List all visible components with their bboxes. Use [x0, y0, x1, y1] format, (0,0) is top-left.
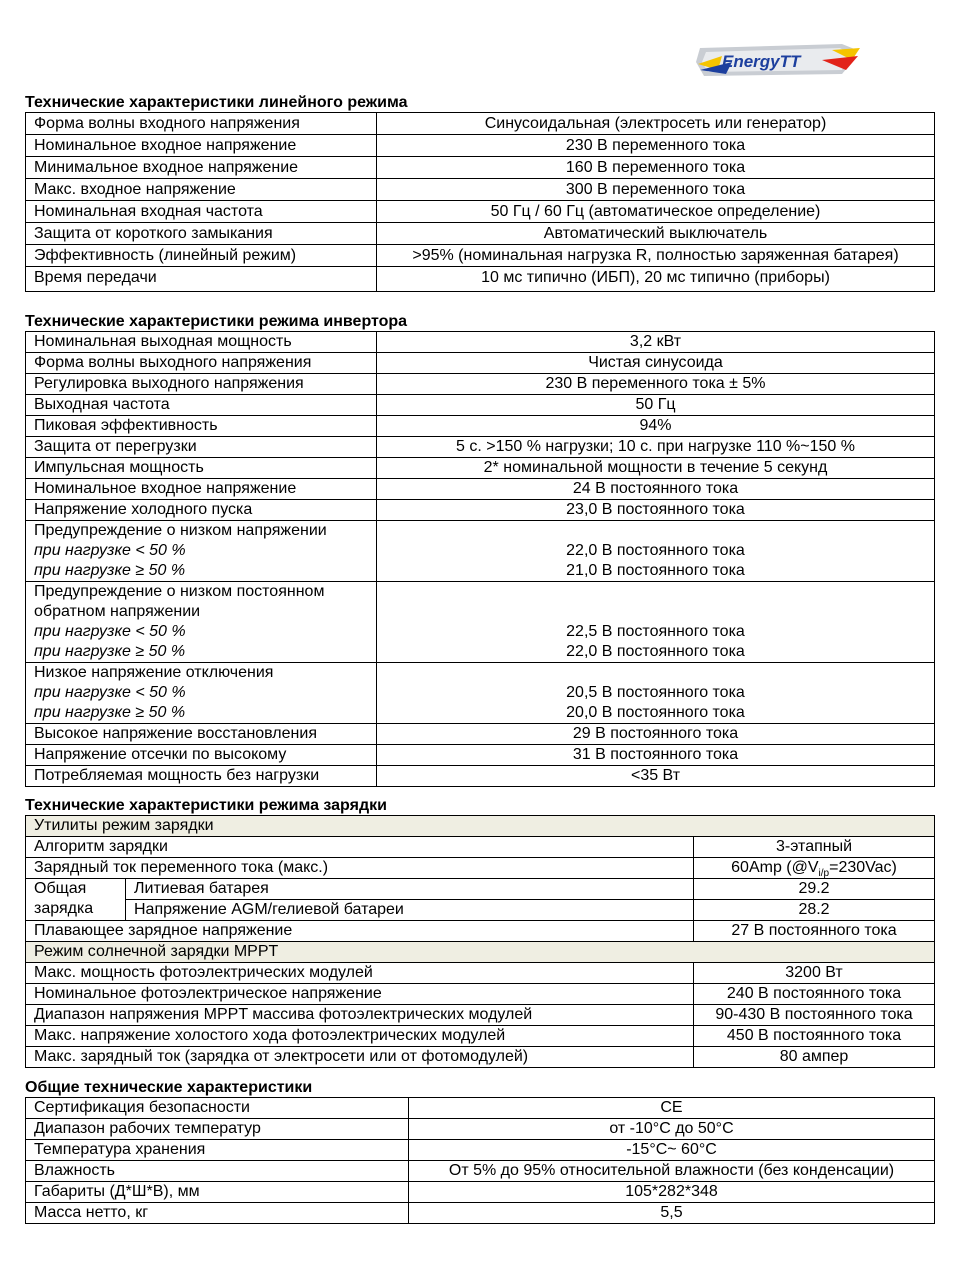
row-value: 105*282*348 [409, 1182, 935, 1203]
row-value: 3,2 кВт [377, 332, 935, 353]
row-value: 450 В постоянного тока [694, 1026, 935, 1047]
row-value: 94% [377, 416, 935, 437]
table-row [26, 135, 935, 157]
table-row [26, 963, 935, 984]
row-value: 3200 Вт [694, 963, 935, 984]
row-label: Диапазон рабочих температур [26, 1119, 409, 1140]
low-warning-label: Предупреждение о низком напряжении [34, 522, 327, 539]
row-label: Напряжение холодного пуска [26, 500, 377, 521]
charging-mode-table [25, 815, 935, 1068]
solar-header: Режим солнечной зарядки MPPT [26, 942, 935, 963]
bulk-label [26, 879, 126, 921]
table-row [26, 458, 935, 479]
row-label: Макс. зарядный ток (зарядка от электросети или от фотомодулей) [26, 1047, 694, 1068]
condition-label: при нагрузке < 50 % [34, 684, 186, 701]
low-dc-return-label: Предупреждение о низком постоянном [34, 583, 325, 600]
table-row [26, 521, 935, 582]
row-value: CE [409, 1098, 935, 1119]
table-row [26, 1182, 935, 1203]
row-label: Алгоритм зарядки [26, 837, 694, 858]
condition-value: 20,5 В постоянного тока [566, 684, 745, 701]
row-label: Габариты (Д*Ш*В), мм [26, 1182, 409, 1203]
row-label: Форма волны выходного напряжения [26, 353, 377, 374]
condition-label: при нагрузке < 50 % [34, 542, 186, 559]
row-value: 90-430 В постоянного тока [694, 1005, 935, 1026]
inverter-mode-title: Технические характеристики режима инвертора [25, 313, 408, 330]
row-label: Плавающее зарядное напряжение [26, 921, 694, 942]
table-row [26, 900, 935, 921]
bulk-label-line: Общая [34, 880, 87, 897]
row-label [26, 663, 377, 724]
table-row [26, 437, 935, 458]
table-row [26, 921, 935, 942]
row-label: Диапазон напряжения MPPT массива фотоэлектрических модулей [26, 1005, 694, 1026]
energytt-logo [692, 40, 862, 80]
table-row [26, 858, 935, 879]
row-value: От 5% до 95% относительной влажности (без конденсации) [409, 1161, 935, 1182]
table-row [26, 984, 935, 1005]
table-row [26, 267, 935, 292]
condition-value: 22,0 В постоянного тока [566, 542, 745, 559]
row-label: Номинальная выходная мощность [26, 332, 377, 353]
condition-label: при нагрузке ≥ 50 % [34, 643, 186, 660]
table-row [26, 816, 935, 837]
row-label: Минимальное входное напряжение [26, 157, 377, 179]
table-row [26, 416, 935, 437]
inverter-mode-section [25, 313, 934, 787]
table-row [26, 374, 935, 395]
line-mode-section [25, 94, 934, 292]
row-value [694, 858, 935, 879]
row-value: 10 мс типично (ИБП), 20 мс типично (приборы) [377, 267, 935, 292]
value-part: =230Vac) [829, 859, 897, 876]
value-part: 60Amp (@V [731, 859, 819, 876]
row-label: Защита от короткого замыкания [26, 223, 377, 245]
table-row [26, 201, 935, 223]
row-value: 31 В постоянного тока [377, 745, 935, 766]
row-value: 160 В переменного тока [377, 157, 935, 179]
row-label: Номинальное входное напряжение [26, 479, 377, 500]
row-label: Выходная частота [26, 395, 377, 416]
row-label: Регулировка выходного напряжения [26, 374, 377, 395]
logo-text: EnergyTT [722, 52, 801, 71]
row-value: 230 В переменного тока [377, 135, 935, 157]
table-row [26, 582, 935, 663]
condition-value: 20,0 В постоянного тока [566, 704, 745, 721]
charging-mode-section [25, 797, 934, 1068]
row-label: Номинальное фотоэлектрическое напряжение [26, 984, 694, 1005]
row-value: 3-этапный [694, 837, 935, 858]
table-row [26, 332, 935, 353]
condition-value: 22,0 В постоянного тока [566, 643, 745, 660]
row-value: 5,5 [409, 1203, 935, 1224]
row-label: Литиевая батарея [126, 879, 694, 900]
row-label: Сертификация безопасности [26, 1098, 409, 1119]
table-row [26, 113, 935, 135]
table-row [26, 879, 935, 900]
row-label: Время передачи [26, 267, 377, 292]
row-label: Высокое напряжение восстановления [26, 724, 377, 745]
table-row [26, 395, 935, 416]
bulk-label-line: зарядка [34, 900, 94, 917]
table-row [26, 223, 935, 245]
row-label [26, 521, 377, 582]
row-value: 28.2 [694, 900, 935, 921]
table-row [26, 1005, 935, 1026]
low-dc-return-label: обратном напряжении [34, 603, 201, 620]
row-value: -15°C~ 60°C [409, 1140, 935, 1161]
row-label: Зарядный ток переменного тока (макс.) [26, 858, 694, 879]
table-row [26, 1119, 935, 1140]
row-value: 23,0 В постоянного тока [377, 500, 935, 521]
condition-label: при нагрузке ≥ 50 % [34, 704, 186, 721]
table-row [26, 1203, 935, 1224]
row-value: 29.2 [694, 879, 935, 900]
row-value: 240 В постоянного тока [694, 984, 935, 1005]
table-row [26, 479, 935, 500]
condition-label: при нагрузке ≥ 50 % [34, 562, 186, 579]
row-label: Эффективность (линейный режим) [26, 245, 377, 267]
table-row [26, 724, 935, 745]
row-label: Масса нетто, кг [26, 1203, 409, 1224]
row-value: 230 В переменного тока ± 5% [377, 374, 935, 395]
table-row [26, 179, 935, 201]
row-value: 2* номинальной мощности в течение 5 секунд [377, 458, 935, 479]
utility-header: Утилиты режим зарядки [26, 816, 935, 837]
row-label: Макс. напряжение холостого хода фотоэлектрических модулей [26, 1026, 694, 1047]
value-subscript: i/p [818, 868, 830, 879]
table-row [26, 245, 935, 267]
row-value: 300 В переменного тока [377, 179, 935, 201]
row-label [26, 582, 377, 663]
row-value: от -10°C до 50°C [409, 1119, 935, 1140]
table-row [26, 663, 935, 724]
inverter-mode-table [25, 331, 935, 787]
row-value: 50 Гц [377, 395, 935, 416]
row-value: 80 ампер [694, 1047, 935, 1068]
general-section [25, 1079, 934, 1224]
row-label: Номинальное входное напряжение [26, 135, 377, 157]
row-value: >95% (номинальная нагрузка R, полностью заряженная батарея) [377, 245, 935, 267]
row-value [377, 663, 935, 724]
line-mode-title: Технические характеристики линейного режима [25, 94, 408, 111]
row-label: Напряжение AGM/гелиевой батареи [126, 900, 694, 921]
table-row [26, 1140, 935, 1161]
row-value: 27 В постоянного тока [694, 921, 935, 942]
table-row [26, 766, 935, 787]
row-label: Влажность [26, 1161, 409, 1182]
row-label: Макс. входное напряжение [26, 179, 377, 201]
row-value [377, 521, 935, 582]
general-title: Общие технические характеристики [25, 1079, 313, 1096]
row-value: <35 Вт [377, 766, 935, 787]
row-label: Макс. мощность фотоэлектрических модулей [26, 963, 694, 984]
table-row [26, 1047, 935, 1068]
row-value: Автоматический выключатель [377, 223, 935, 245]
row-value: Синусоидальная (электросеть или генератор) [377, 113, 935, 135]
table-row [26, 500, 935, 521]
row-label: Температура хранения [26, 1140, 409, 1161]
row-value [377, 582, 935, 663]
table-row [26, 353, 935, 374]
table-row [26, 157, 935, 179]
row-label: Потребляемая мощность без нагрузки [26, 766, 377, 787]
row-label: Номинальная входная частота [26, 201, 377, 223]
condition-value: 21,0 В постоянного тока [566, 562, 745, 579]
row-value: 24 В постоянного тока [377, 479, 935, 500]
table-row [26, 1098, 935, 1119]
row-label: Форма волны входного напряжения [26, 113, 377, 135]
row-value: 5 с. >150 % нагрузки; 10 с. при нагрузке 110 %~150 % [377, 437, 935, 458]
table-row [26, 837, 935, 858]
table-row [26, 942, 935, 963]
condition-label: при нагрузке < 50 % [34, 623, 186, 640]
row-value: 50 Гц / 60 Гц (автоматическое определение) [377, 201, 935, 223]
table-row [26, 1161, 935, 1182]
row-value: 29 В постоянного тока [377, 724, 935, 745]
row-value: Чистая синусоида [377, 353, 935, 374]
line-mode-table [25, 112, 935, 292]
table-row [26, 1026, 935, 1047]
row-label: Напряжение отсечки по высокому [26, 745, 377, 766]
low-cutoff-label: Низкое напряжение отключения [34, 664, 274, 681]
row-label: Импульсная мощность [26, 458, 377, 479]
row-label: Защита от перегрузки [26, 437, 377, 458]
table-row [26, 745, 935, 766]
condition-value: 22,5 В постоянного тока [566, 623, 745, 640]
general-table [25, 1097, 935, 1224]
row-label: Пиковая эффективность [26, 416, 377, 437]
charging-mode-title: Технические характеристики режима зарядки [25, 797, 387, 814]
